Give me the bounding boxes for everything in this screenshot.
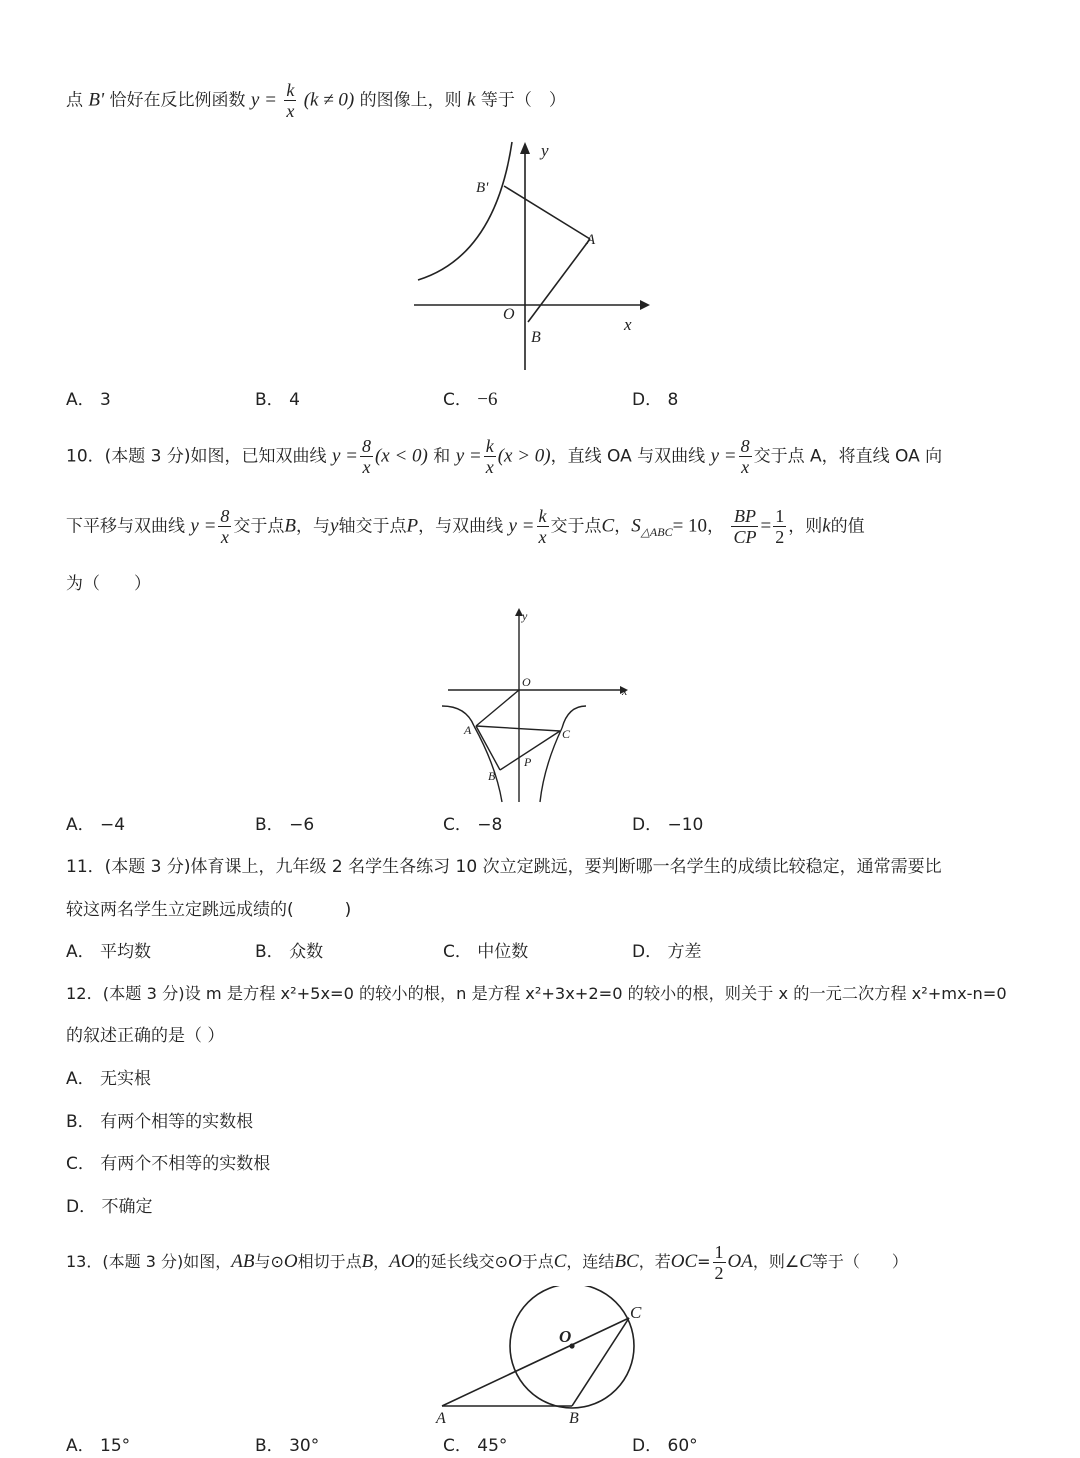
q10-line-oa xyxy=(476,690,519,726)
q10-stem-line2: 下平移与双曲线 y = $\frac{8}{x}$ 交于点B，与y轴交于点P，与双曲线 y = $\frac{k}{x}$ 交于点C，$S_{\triangle ABC}= 10$， $\frac{BP}{CP}$ = $\frac{1}{2}$ ，则k的值 xyxy=(66,506,865,547)
q13-stem: 13．(本题 3 分)如图，AB与⊙O相切于点B，AO的延长线交⊙O于点C，连结BC，若OC= $\frac{1}{2}$ OA，则∠C等于（ ） xyxy=(66,1242,908,1283)
q10-segment-ab xyxy=(476,726,500,770)
q9-fraction: $\frac{k}{x}$ xyxy=(286,80,295,121)
q12-option-d[interactable]: D． 不确定 xyxy=(66,1197,153,1217)
q12-stem-line1: 12．(本题 3 分)设 m 是方程 x²+5x=0 的较小的根，n 是方程 x²+3x+2=0 的较小的根，则关于 x 的一元二次方程 x²+mx-n=0 xyxy=(66,984,1007,1003)
q13-option-b[interactable]: B． 30° xyxy=(255,1436,320,1456)
q10-label-p: P xyxy=(524,755,532,769)
q9-option-d[interactable]: D． 8 xyxy=(632,390,679,410)
q10-option-d[interactable]: D． −10 xyxy=(632,815,704,835)
q9-label-y: y xyxy=(541,141,549,160)
q10-figure xyxy=(436,606,646,804)
q11-option-d[interactable]: D． 方差 xyxy=(632,942,702,962)
q9-label-a: A xyxy=(586,232,596,248)
q9-option-c[interactable]: C． −6 xyxy=(443,389,498,410)
q12-option-b[interactable]: B． 有两个相等的实数根 xyxy=(66,1112,254,1132)
q13-option-d[interactable]: D． 60° xyxy=(632,1436,698,1456)
q9-label-b: B xyxy=(531,329,541,346)
q11-stem-line1: 11．(本题 3 分)体育课上，九年级 2 名学生各练习 10 次立定跳远，要判断哪一名学生的成绩比较稳定，通常需要比 xyxy=(66,857,942,877)
q10-stem-line1: 10．(本题 3 分)如图，已知双曲线 y = $\frac{8}{x}$ (x < 0) 和 y = $\frac{k}{x}$ (x > 0)，直线 OA 与双曲线 y = $\frac{8}{x}$ 交于点 A，将直线 OA 向 xyxy=(66,436,943,477)
q9-segment-ab xyxy=(528,239,590,322)
q9-label-x: x xyxy=(624,315,632,334)
q10-segment-ac xyxy=(476,726,560,731)
q10-option-b[interactable]: B． −6 xyxy=(255,815,315,835)
q10-hyperbola-right-lower xyxy=(540,728,562,802)
q10-label-b: B xyxy=(488,769,496,783)
q11-option-b[interactable]: B． 众数 xyxy=(255,942,324,962)
q12-stem-line2: 的叙述正确的是（ ） xyxy=(66,1026,225,1046)
q13-label-o: O xyxy=(559,1327,572,1346)
q10-option-a[interactable]: A． −4 xyxy=(66,815,126,835)
q10-option-c[interactable]: C． −8 xyxy=(443,815,503,835)
q13-label-c: C xyxy=(630,1303,642,1322)
q9-stem: 点 B' 恰好在反比例函数 y = $\frac{k}{x}$ (k ≠ 0) 的图像上，则 k 等于（ ） xyxy=(66,80,566,121)
q9-x-arrow xyxy=(640,300,650,310)
q9-point: B' xyxy=(88,89,105,111)
q12-option-c[interactable]: C． 有两个不相等的实数根 xyxy=(66,1154,271,1174)
q10-label-c: C xyxy=(562,727,571,741)
q13-option-a[interactable]: A． 15° xyxy=(66,1436,131,1456)
q9-label-bp: B' xyxy=(476,180,489,196)
q9-option-b[interactable]: B． 4 xyxy=(255,390,300,410)
q10-hyperbola-right-upper xyxy=(562,706,586,728)
q9-y-arrow xyxy=(520,142,530,154)
q10-label-o: O xyxy=(522,675,531,689)
q13-label-a: A xyxy=(436,1410,446,1427)
q9-figure xyxy=(400,138,660,374)
q11-option-a[interactable]: A． 平均数 xyxy=(66,942,152,962)
q13-option-c[interactable]: C． 45° xyxy=(443,1436,508,1456)
q10-label-y: y xyxy=(522,609,528,623)
q12-option-a[interactable]: A． 无实根 xyxy=(66,1069,152,1089)
q11-stem-line2: 较这两名学生立定跳远成绩的( ) xyxy=(66,900,352,920)
q9-option-a[interactable]: A． 3 xyxy=(66,390,111,410)
q9-segment-bpa xyxy=(504,186,590,239)
q13-figure xyxy=(430,1286,660,1434)
q9-label-o: O xyxy=(503,306,515,323)
q10-label-x: x xyxy=(622,684,628,698)
q10-hyperbola-left-lower xyxy=(474,726,502,802)
q10-stem-line3: 为（ ） xyxy=(66,574,151,594)
q11-option-c[interactable]: C． 中位数 xyxy=(443,942,529,962)
q9-hyperbola xyxy=(418,142,512,280)
q13-label-b: B xyxy=(569,1410,579,1427)
q10-label-a: A xyxy=(464,723,472,737)
